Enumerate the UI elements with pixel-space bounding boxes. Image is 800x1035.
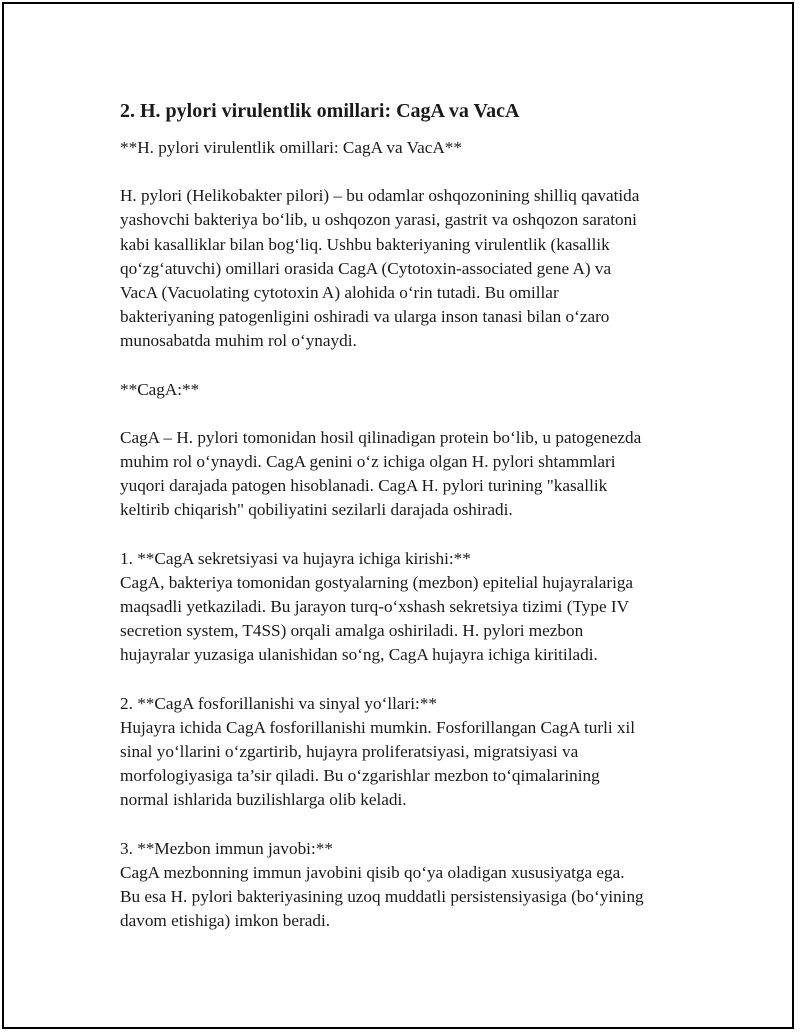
list-item-immune-response: 3. **Mezbon immun javobi:** CagA mezbonning immun javobini qisib qo‘ya oladigan xususiyatga ega. Bu esa H. pylori bakteriyasining uzoq muddatli persistensiyasiga (bo‘yining davom etishiga) imkon beradi. [120, 838, 644, 931]
intro-paragraph: H. pylori (Helikobakter pilori) – bu odamlar oshqozonining shilliq qavatida yashovchi bakteriya bo‘lib, u oshqozon yarasi, gastrit va oshqozon saratoni kabi kasalliklar bilan bog‘liq. Ushbu bakteriyaning virulentlik (kasallik qo‘zg‘atuvchi) omillari orasida CagA (Cytotoxin-associated gene A) va VacA (Vacuolating cytotoxin A) alohida o‘rin tutadi. Bu omillar bakteriyaning patogenligini oshiradi va ularga inson tanasi bilan o‘zaro munosabatda muhim rol o‘ynaydi. [120, 186, 640, 351]
caga-subheading: **CagA:** [120, 379, 200, 399]
list-item-phosphorylation: 2. **CagA fosforillanishi va sinyal yo‘llari:** Hujayra ichida CagA fosforillanishi mumkin. Fosforillangan CagA turli xil sinal yo‘llarini o‘zgartirib, hujayra proliferatsiyasi, migratsiyasi va morfologiyasiga ta’sir qiladi. Bu o‘zgarishlar mezbon to‘qimalarining normal ishlarida buzilishlarga olib keladi. [120, 693, 636, 810]
section-heading: 2. H. pylori virulentlik omillari: CagA va VacA [120, 100, 520, 122]
document-body [120, 97, 700, 933]
caga-description-paragraph: CagA – H. pylori tomonidan hosil qilinadigan protein bo‘lib, u patogenezda muhim rol o‘ynaydi. CagA genini o‘z ichiga olgan H. pylori shtammlari yuqori darajada patogen hisoblanadi. CagA H. pylori turining "kasallik keltirib chiqarish" qobiliyatini sezilarli darajada oshiradi. [120, 427, 642, 520]
bold-title-paragraph: **H. pylori virulentlik omillari: CagA va VacA** [120, 138, 462, 157]
list-item-secretion: 1. **CagA sekretsiyasi va hujayra ichiga kirishi:** CagA, bakteriya tomonidan gostyalarning (mezbon) epitelial hujayralariga maqsadli yetkaziladi. Bu jarayon turq-o‘xshash sekretsiya tizimi (Type IV secretion system, T4SS) orqali amalga oshiriladi. H. pylori mezbon hujayralar yuzasiga ulanishidan so‘ng, CagA hujayra ichiga kiritiladi. [120, 548, 634, 665]
document-page [2, 2, 794, 1029]
